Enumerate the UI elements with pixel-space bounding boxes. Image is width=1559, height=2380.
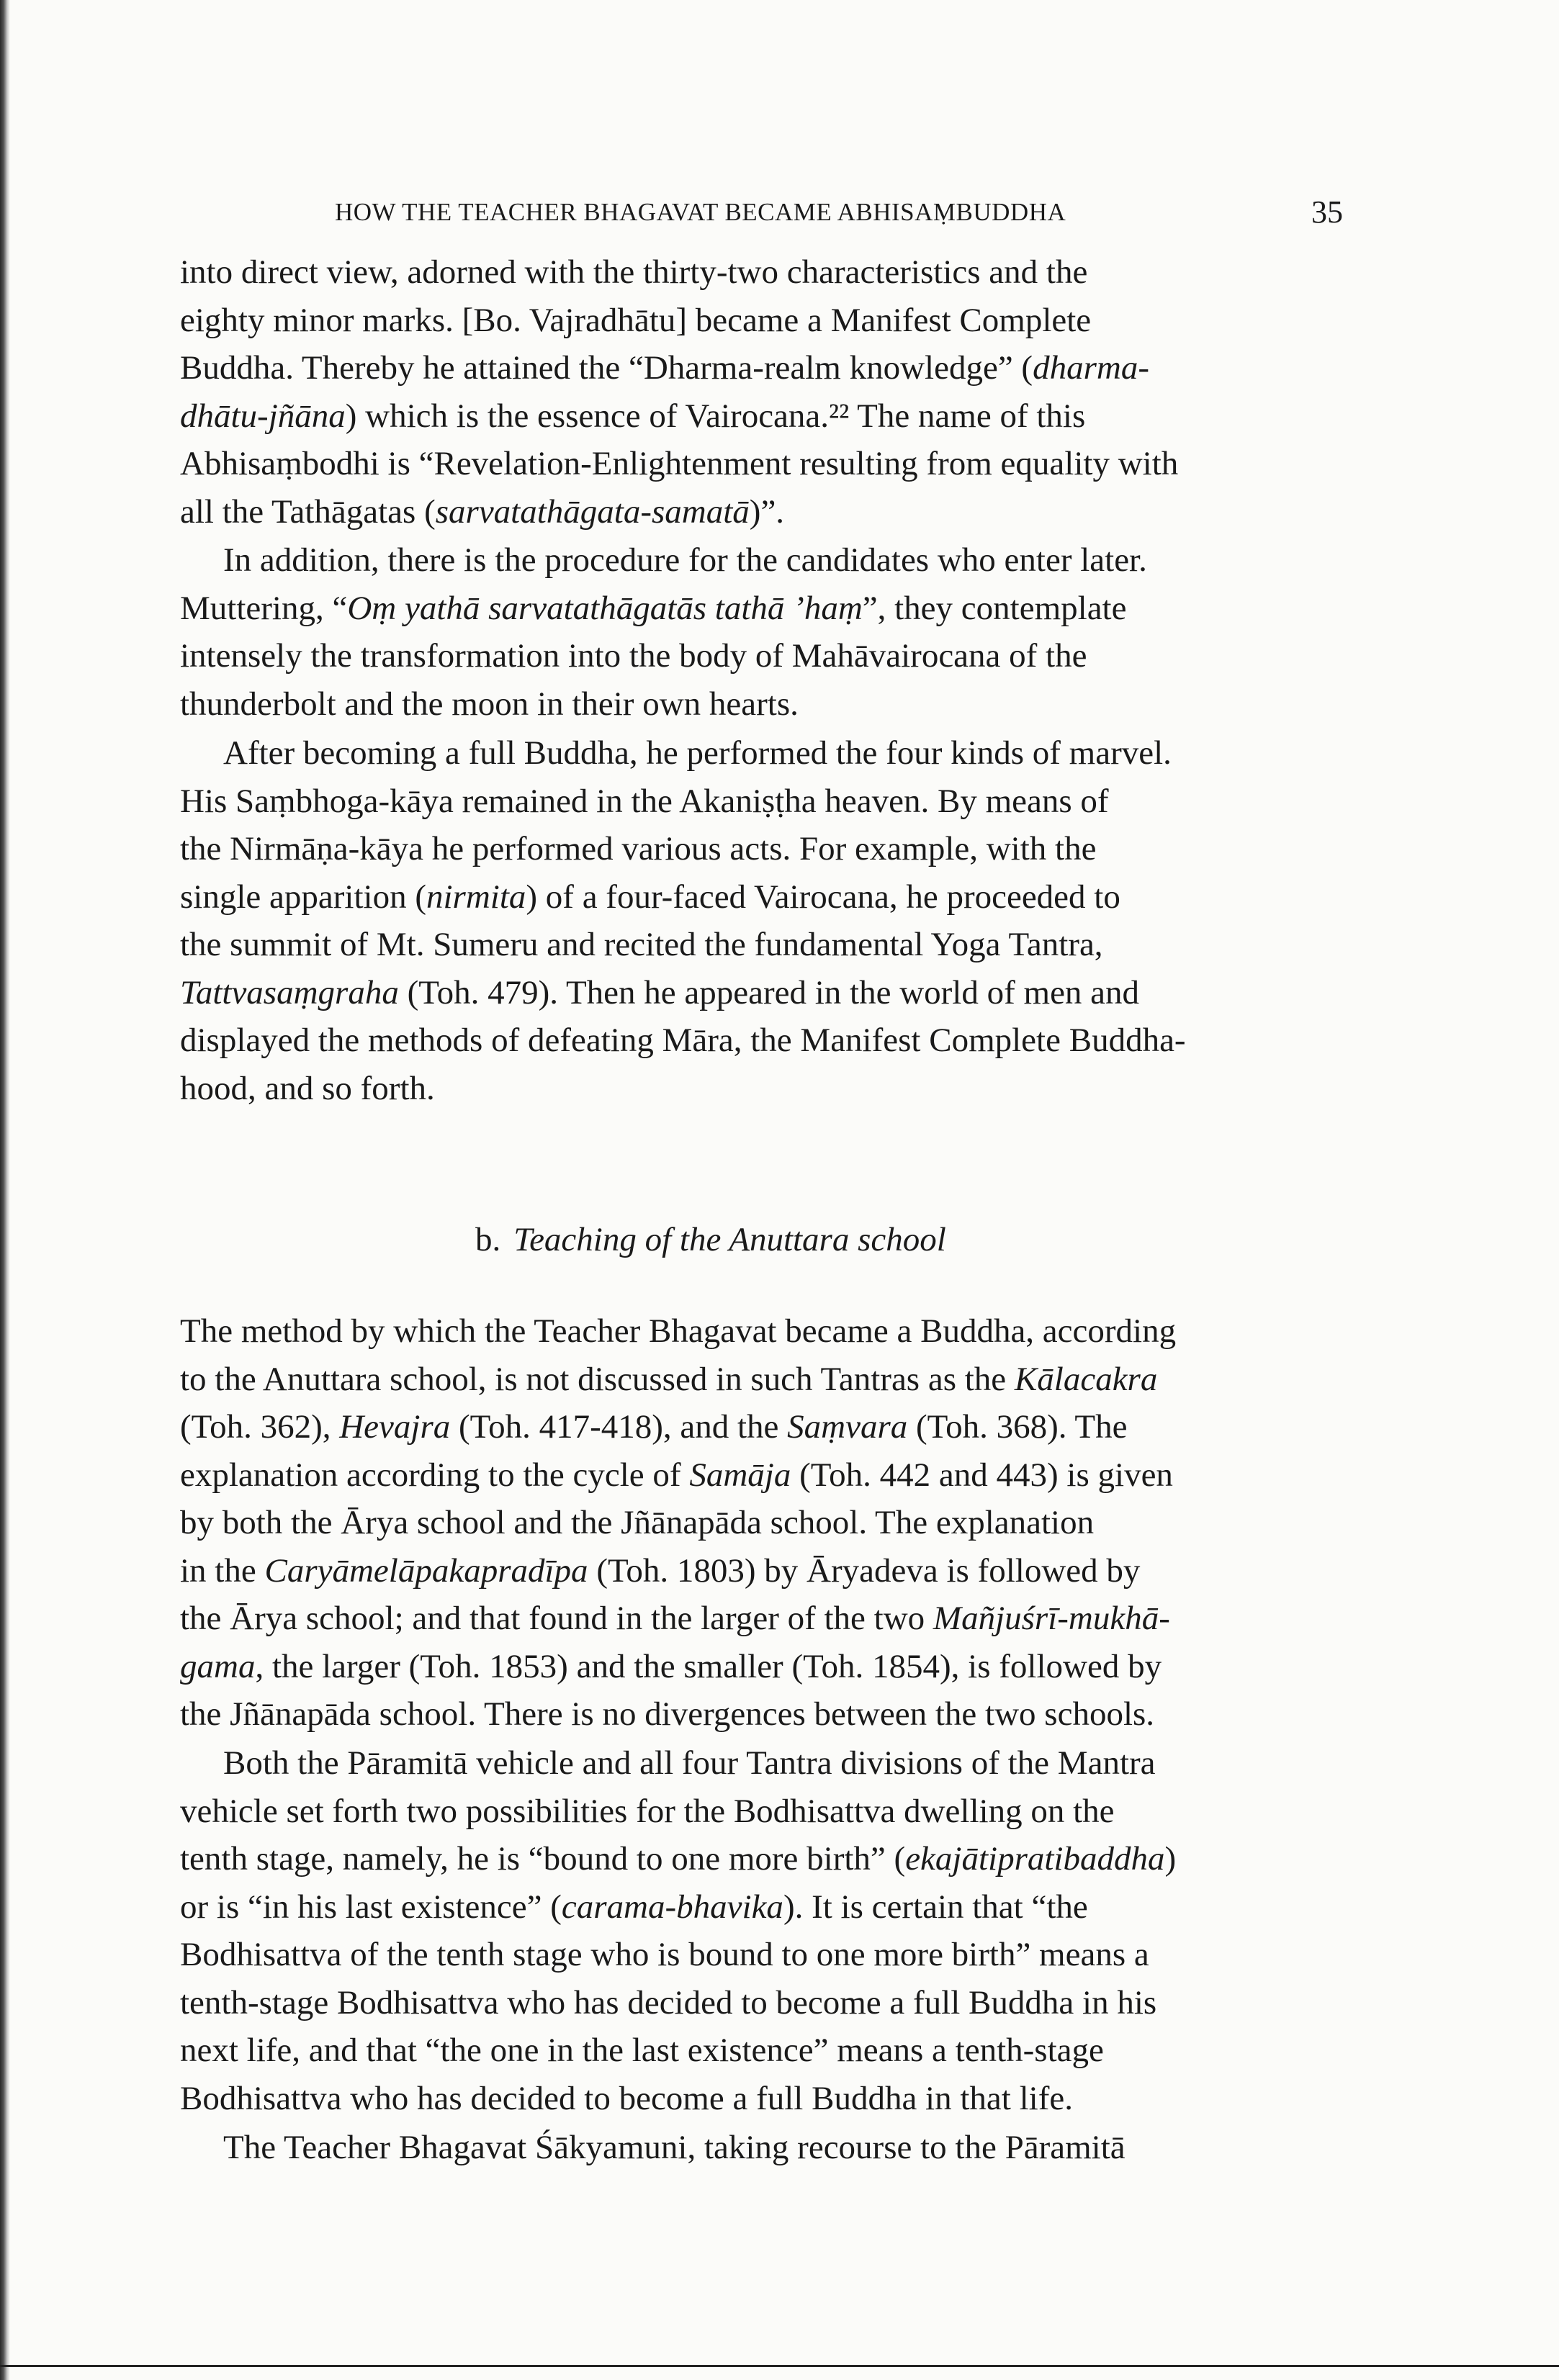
italic-term: nirmita [426,878,526,916]
text-line [180,392,1354,441]
text-line [180,969,1354,1017]
text-run: (Toh. 442 and 443) is given [791,1456,1173,1494]
text-line [180,729,1354,777]
text-line [180,1403,1354,1451]
text-run: The Teacher Bhagavat Śākyamuni, taking recourse to the Pāramitā [223,2129,1126,2166]
text-run: (Toh. 368). The [907,1408,1128,1446]
paragraph [180,1307,1354,1739]
section-heading [475,1220,946,1259]
text-line [180,297,1354,345]
text-run: tenth stage, namely, he is “bound to one more birth” ( [180,1840,906,1878]
text-line [180,2027,1354,2075]
text-line [180,1835,1354,1883]
text-line [180,825,1354,873]
text-line [180,777,1354,826]
italic-term: Saṃvara [787,1408,908,1446]
page-header [335,194,1343,241]
text-line [180,1643,1354,1691]
text-line [180,1451,1354,1500]
text-line [180,536,1354,585]
text-run: explanation according to the cycle of [180,1456,690,1494]
italic-term: Caryāmelāpakapradīpa [264,1551,588,1590]
text-line [180,1739,1354,1788]
text-line [180,2075,1354,2123]
paragraph [180,536,1354,728]
text-line [180,1547,1354,1595]
text-run: Buddha. Thereby he attained the “Dharma-realm knowledge” ( [180,349,1033,387]
text-line [180,1595,1354,1643]
text-run: the Jñānapāda school. There is no divergences between the two schools. [180,1695,1155,1733]
section-title: Teaching of the Anuttara school [513,1221,946,1258]
text-run: thunderbolt and the moon in their own hearts. [180,685,799,723]
text-line [180,344,1354,392]
text-line [180,1307,1354,1356]
text-run: In addition, there is the procedure for the candidates who enter later. [223,541,1147,579]
running-head: HOW THE TEACHER BHAGAVAT BECAME ABHISAṂBUDDHA [335,198,1066,226]
text-run: ) which is the essence of Vairocana.²² The name of this [345,397,1086,435]
section-label: b. [475,1221,501,1258]
paragraph [180,1739,1354,2122]
text-line [180,1883,1354,1932]
text-run: single apparition ( [180,878,426,916]
text-run: vehicle set forth two possibilities for the Bodhisattva dwelling on the [180,1792,1115,1830]
text-run: Bodhisattva of the tenth stage who is bound to one more birth” means a [180,1936,1149,1973]
text-line [180,488,1354,536]
text-run: ). It is certain that “the [783,1888,1088,1926]
text-line [180,1356,1354,1404]
text-run: Muttering, “ [180,589,348,627]
paragraph [180,729,1354,1112]
text-run: (Toh. 1803) by Āryadeva is followed by [588,1551,1141,1590]
text-line [180,921,1354,969]
text-line [180,873,1354,921]
paragraph [180,2124,1354,2172]
text-run: )”. [749,492,785,531]
text-line [180,1065,1354,1113]
text-line [180,1979,1354,2027]
page-number: 35 [1311,194,1343,230]
text-run: next life, and that “the one in the last existence” means a tenth-stage [180,2032,1104,2069]
text-line [180,680,1354,729]
italic-term: ekajātipratibaddha [905,1840,1165,1878]
text-run: Both the Pāramitā vehicle and all four Tantra divisions of the Mantra [223,1744,1156,1782]
text-line [180,1690,1354,1739]
text-line [180,632,1354,680]
scan-edge-shadow [0,0,10,2380]
text-line [180,1017,1354,1065]
italic-term: Hevajra [339,1408,451,1446]
text-run: the summit of Mt. Sumeru and recited the fundamental Yoga Tantra, [180,926,1103,963]
text-run: His Saṃbhoga-kāya remained in the Akaniṣṭha heaven. By means of [180,782,1109,820]
text-run: all the Tathāgatas ( [180,492,436,531]
text-line [180,1788,1354,1836]
text-run: eighty minor marks. [Bo. Vajradhātu] became a Manifest Complete [180,301,1092,339]
italic-term: Samāja [689,1456,791,1494]
text-line [180,248,1354,297]
text-run: ) [1164,1840,1177,1878]
text-run: , the larger (Toh. 1853) and the smaller (Toh. 1854), is followed by [255,1647,1162,1685]
italic-term: sarvatathāgata-samatā [435,492,750,531]
paragraph [180,248,1354,536]
text-run: in the [180,1551,265,1590]
italic-term: dharma- [1033,349,1149,387]
text-run: ”, they contemplate [862,589,1127,627]
text-run: ) of a four-faced Vairocana, he proceeded to [526,878,1120,916]
text-run: the Nirmāṇa-kāya he performed various acts. For example, with the [180,830,1097,867]
text-run: Abhisaṃbodhi is “Revelation-Enlightenment resulting from equality with [180,445,1179,482]
text-run: Bodhisattva who has decided to become a full Buddha in that life. [180,2079,1073,2117]
text-run: displayed the methods of defeating Māra, the Manifest Complete Buddha- [180,1022,1186,1059]
italic-term: carama-bhavika [561,1888,783,1926]
text-line [180,440,1354,488]
text-run: the Ārya school; and that found in the larger of the two [180,1600,933,1637]
italic-term: Tattvasaṃgraha [180,973,399,1011]
text-run: to the Anuttara school, is not discussed in such Tantras as the [180,1360,1015,1398]
italic-term: Oṃ yathā sarvatathāgatās tathā ’haṃ [347,589,863,627]
text-line [180,1499,1354,1547]
italic-term: dhātu-jñāna [180,397,346,435]
text-run: into direct view, adorned with the thirty-two characteristics and the [180,253,1088,291]
text-run: hood, and so forth. [180,1069,435,1107]
text-run: The method by which the Teacher Bhagavat became a Buddha, according [180,1312,1177,1350]
text-run: (Toh. 479). Then he appeared in the world of men and [398,973,1140,1011]
italic-term: Kālacakra [1014,1360,1158,1398]
text-line [180,585,1354,633]
text-line [180,1931,1354,1979]
text-run: (Toh. 362), [180,1408,340,1446]
italic-term: gama [180,1647,256,1685]
text-run: by both the Ārya school and the Jñānapāda school. The explanation [180,1504,1095,1541]
text-run: (Toh. 417-418), and the [450,1408,788,1446]
text-run: or is “in his last existence” ( [180,1888,562,1926]
italic-term: Mañjuśrī-mukhā- [933,1600,1170,1637]
page-bottom-rule [0,2365,1559,2367]
text-line [180,2124,1354,2172]
text-run: intensely the transformation into the body of Mahāvairocana of the [180,637,1087,675]
text-run: tenth-stage Bodhisattva who has decided to become a full Buddha in his [180,1983,1157,2021]
text-run: After becoming a full Buddha, he performed the four kinds of marvel. [223,734,1172,772]
